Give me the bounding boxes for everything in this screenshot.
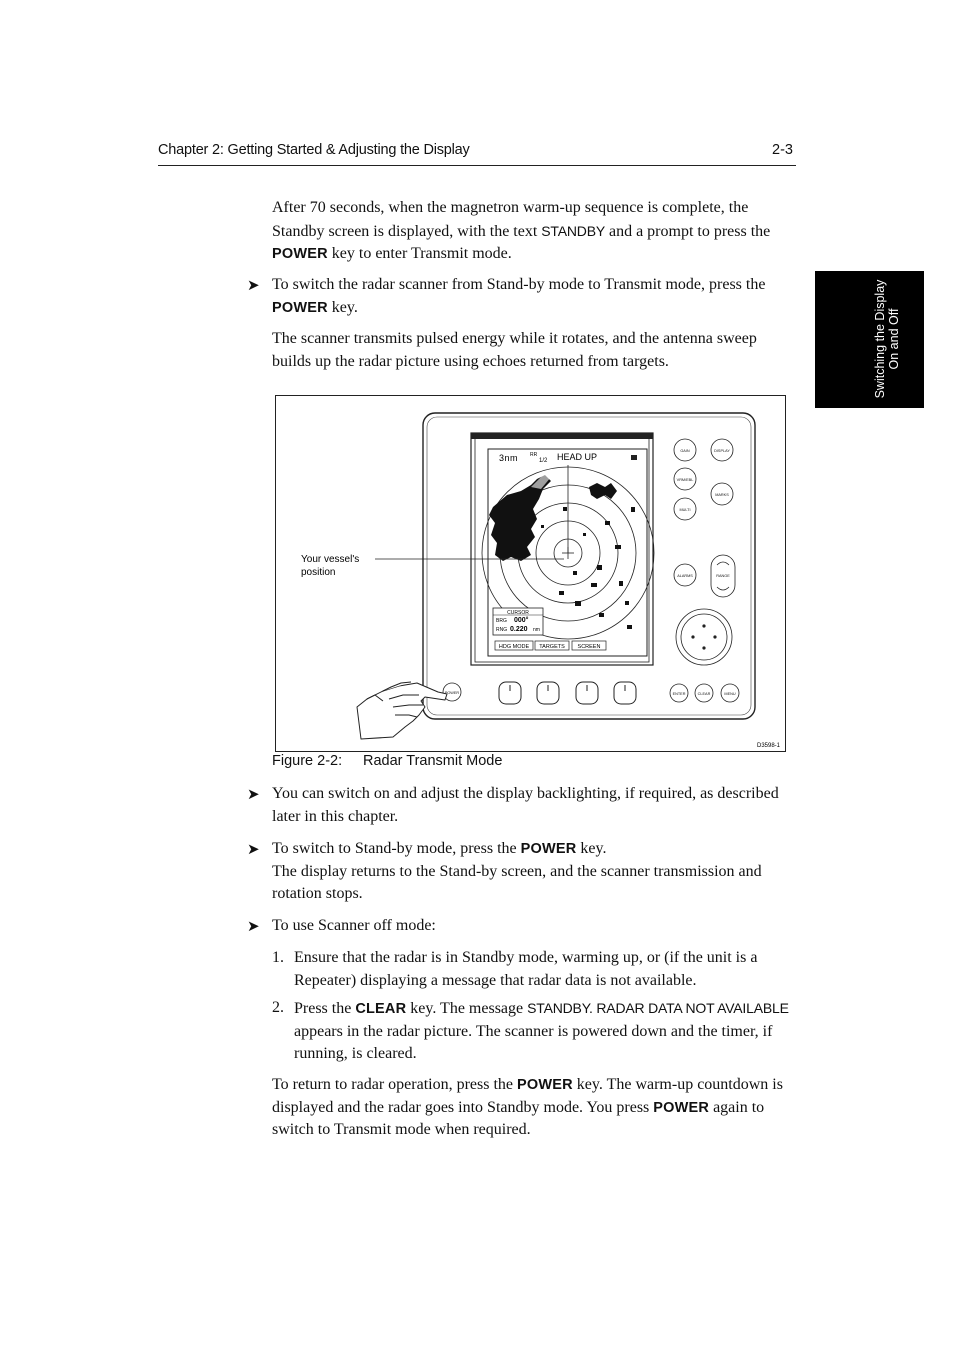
vrm-ebl-button — [674, 468, 696, 490]
step-number: 2. — [272, 999, 284, 1016]
svg-text:position: position — [301, 567, 336, 578]
svg-text:GAIN: GAIN — [680, 449, 690, 453]
svg-text:0.220: 0.220 — [510, 626, 528, 633]
svg-text:BRG: BRG — [496, 618, 507, 624]
svg-text:POWER: POWER — [444, 691, 460, 695]
transmit-instruction: To switch the radar scanner from Stand-by mode to Transmit mode, press the POWER key. — [272, 276, 766, 316]
bullet-arrow: ➤ — [247, 278, 260, 294]
svg-text:1/2: 1/2 — [539, 458, 548, 464]
running-header — [158, 141, 796, 166]
svg-text:CURSOR: CURSOR — [507, 610, 529, 616]
svg-text:CLEAR: CLEAR — [697, 692, 711, 696]
step-2-text: Press the CLEAR key. The message STANDBY. RADAR DATA NOT AVAILABLE appears in the radar picture. The scanner is powered down and the timer, if running, is cleared. — [294, 1000, 789, 1063]
step-number: 1. — [272, 949, 284, 966]
range-readout: 3nm — [499, 453, 519, 463]
svg-text:TARGETS: TARGETS — [539, 644, 565, 650]
svg-text:MULTI: MULTI — [679, 508, 691, 512]
intro-paragraph: After 70 seconds, when the magnetron warm-up sequence is complete, the Standby screen is displayed, with the text STANDBY and a prompt to press the POWER key to enter Transmit mode. — [272, 199, 771, 263]
svg-text:RNG: RNG — [496, 627, 508, 633]
radar-figure — [275, 395, 786, 752]
trackpad — [676, 609, 732, 665]
gain-button — [674, 439, 696, 461]
svg-text:SCREEN: SCREEN — [577, 644, 601, 650]
bullet-arrow: ➤ — [247, 787, 260, 803]
figure-number: Figure 2-2: — [272, 753, 343, 769]
bullet-arrow: ➤ — [247, 919, 260, 935]
page-number: 2-3 — [772, 142, 793, 158]
clear-button — [695, 684, 713, 702]
range-rocker-button — [711, 555, 735, 597]
enter-button — [670, 684, 688, 702]
marks-button — [711, 483, 733, 505]
return-paragraph: To return to radar operation, press the POWER key. The warm-up countdown is displayed and the radar goes into Standby mode. You press POWER again to switch to Transmit mode when required. — [272, 1076, 783, 1139]
step-1-text: Ensure that the radar is in Standby mode, warming up, or (if the unit is a Repeater) displaying a message that radar data is not available. — [294, 949, 758, 989]
backlight-instruction: You can switch on and adjust the display backlighting, if required, as described later in this chapter. — [272, 785, 779, 825]
section-thumb-tab — [815, 271, 924, 408]
svg-text:HDG MODE: HDG MODE — [498, 644, 530, 650]
scanner-off-intro: To use Scanner off mode: — [272, 917, 436, 934]
softkey-labels — [495, 641, 606, 650]
figure-caption — [272, 753, 503, 769]
orientation-mode: HEAD UP — [557, 452, 598, 462]
drawing-id: D3598-1 — [756, 743, 780, 749]
multi-button — [674, 498, 696, 520]
cursor-readout — [493, 608, 543, 635]
svg-text:MARKS: MARKS — [715, 493, 729, 497]
svg-text:RANGE: RANGE — [716, 574, 730, 578]
svg-text:MENU: MENU — [724, 692, 736, 696]
svg-text:RR: RR — [530, 452, 538, 458]
scanner-paragraph: The scanner transmits pulsed energy while it rotates, and the antenna sweep builds up the radar picture using echoes returned from targets. — [272, 330, 757, 370]
bullet-arrow: ➤ — [247, 842, 260, 858]
svg-text:ALARMS: ALARMS — [677, 574, 693, 578]
menu-button — [721, 684, 739, 702]
section-tab-label: Switching the Display On and Off — [873, 279, 901, 399]
svg-text:000°: 000° — [514, 617, 529, 624]
svg-text:nm: nm — [533, 627, 540, 633]
chapter-title: Chapter 2: Getting Started & Adjusting the Display — [158, 142, 470, 158]
svg-text:DISPLAY: DISPLAY — [714, 449, 730, 453]
alarms-button — [674, 564, 696, 586]
svg-text:ENTER: ENTER — [672, 692, 686, 696]
display-button — [711, 439, 733, 461]
standby-instruction: To switch to Stand-by mode, press the POWER key. The display returns to the Stand-by screen, and the scanner transmission and rotation stops. — [272, 840, 762, 903]
figure-title: Radar Transmit Mode — [363, 753, 503, 769]
svg-text:Your vessel's: Your vessel's — [301, 554, 360, 565]
svg-text:VRM/EBL: VRM/EBL — [676, 478, 694, 482]
